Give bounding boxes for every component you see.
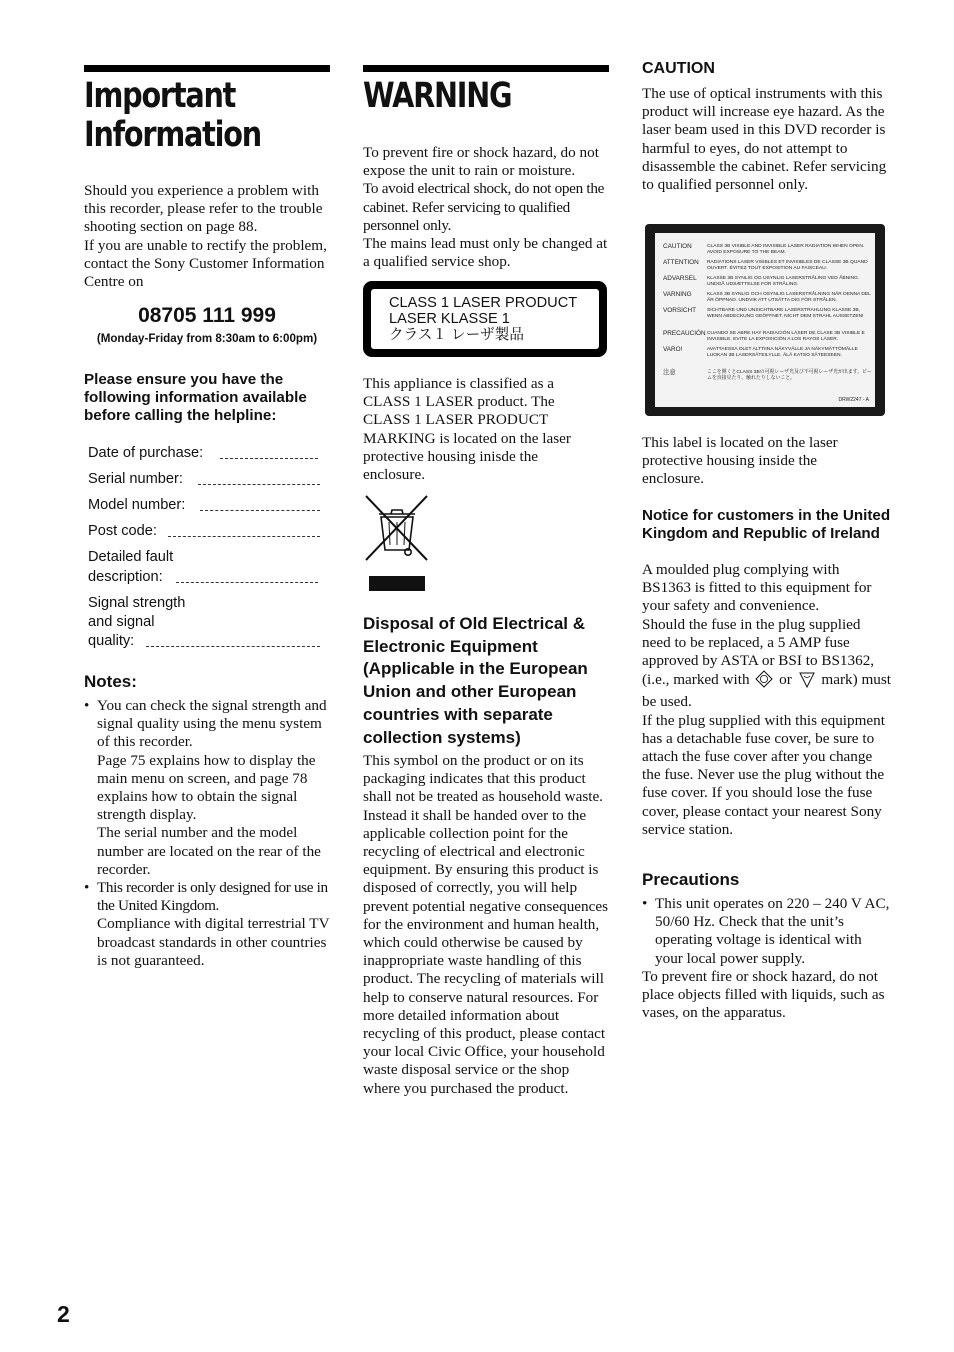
signal-quality-field[interactable] bbox=[146, 646, 320, 647]
serial-number-field[interactable] bbox=[198, 484, 320, 485]
bsi-kitemark-icon bbox=[798, 670, 816, 693]
helpline-hours: (Monday-Friday from 8:30am to 6:00pm) bbox=[96, 332, 318, 345]
label-varo-text: AVATTAESSA OLET ALTTIINA NÄKYVÄLLE JA NÄKYMÄTTÖMÄLLE LUOKAN 3B LASERSÄTEILYLLE. ÄLÄ KATSO SÄTEESEEN. bbox=[707, 347, 858, 358]
label-caution-key: CAUTION bbox=[663, 243, 692, 250]
label-code: DRW2247 - A bbox=[838, 397, 869, 403]
label-advarsel-key: ADVARSEL bbox=[663, 275, 697, 282]
note-item bbox=[84, 879, 330, 970]
note-2-text-a: • This recorder is only designed for use in the United Kingdom. bbox=[97, 879, 328, 915]
page-number: 2 bbox=[57, 1301, 70, 1327]
notice-paragraph-3: If the plug supplied with this equipment has a detachable fuse cover, be sure to attach the fuse cover after you change the fuse. Never use the plug without the fuse cover. If you should lose the fuse cover, please contact your nearest Sony service station. bbox=[642, 711, 885, 838]
notice-paragraph-2-post: mark) must be used. bbox=[642, 671, 891, 711]
label-location-text: This label is located on the laser protective housing inside the enclosure. bbox=[642, 434, 838, 488]
label-vorsicht-key: VORSICHT bbox=[663, 307, 697, 314]
label-caution-text: CLASS 3B VISIBLE AND INVISIBLE LASER RADIATION WHEN OPEN. AVOID EXPOSURE TO THE BEAM. bbox=[707, 244, 865, 255]
notice-paragraph-2-pre: Should the fuse in the plug supplied need to be replaced, a 5 AMP fuse approved by ASTA or BSI to BS1362, (i.e., marked with bbox=[642, 615, 875, 689]
fault-description-field[interactable] bbox=[176, 582, 318, 583]
date-of-purchase-field[interactable] bbox=[220, 458, 318, 459]
precautions-paragraph: To prevent fire or shock hazard, do not place objects filled with liquids, such as vases, on the apparatus. bbox=[642, 967, 885, 1022]
column-1-top-rule bbox=[84, 65, 330, 72]
disposal-body: This symbol on the product or on its packaging indicates that this product shall not be treated as household waste. Instead it shall be handed over to the applicable collection point for the recycling of electrical and electronic equipment. By ensuring this product is disposed of correctly, you will help prevent potential negative consequences for the environment and human health, which could otherwise be caused by inappropriate waste handling of this product. The recycling of materials will help to conserve natural resources. For more detailed information about recycling of this product, please contact your local Civic Office, your household waste disposal service or the shop where you purchased the product. bbox=[363, 752, 609, 1097]
fault-label-line-2: description: bbox=[88, 569, 163, 585]
date-of-purchase-label: Date of purchase: bbox=[88, 445, 204, 461]
column-2-top-rule bbox=[363, 65, 609, 72]
classified-text: This appliance is classified as a CLASS 1 LASER product. The CLASS 1 LASER PRODUCT MARKING is located on the laser protective housing inisde the enclosure. bbox=[363, 375, 571, 484]
fault-label-line-1: Detailed fault bbox=[88, 549, 174, 565]
signal-label-line-3: quality: bbox=[88, 633, 135, 649]
notice-paragraph-1: A moulded plug complying with BS1363 is fitted to this equipment for your safety and convenience. bbox=[642, 561, 872, 615]
label-varning-key: VARNING bbox=[663, 291, 692, 298]
serial-number-label: Serial number: bbox=[88, 471, 183, 487]
model-number-label: Model number: bbox=[88, 497, 186, 513]
signal-label-line-1: Signal strength bbox=[88, 595, 186, 611]
note-1-text-a: • You can check the signal strength and signal quality using the menu system of this recorder. bbox=[97, 697, 327, 751]
note-1-text-b: Page 75 explains how to display the main menu on screen, and page 78 explains how to obtain the signal strength display. bbox=[97, 751, 316, 824]
laser-label-line-1: CLASS 1 LASER PRODUCT bbox=[389, 295, 578, 311]
warning-title: WARNING bbox=[363, 76, 512, 116]
intro-text bbox=[84, 182, 332, 291]
precautions-bullet-text: This unit operates on 220 – 240 V AC, 50/60 Hz. Check that the unit’s operating voltage is identical with your local power supply. bbox=[655, 895, 890, 967]
warning-paragraph-2: To avoid electrical shock, do not open the cabinet. Refer servicing to qualified personnel only. bbox=[363, 180, 605, 234]
notes-list bbox=[84, 697, 330, 970]
crossed-out-wheelie-bin-icon bbox=[363, 492, 431, 592]
laser-warning-label-inner bbox=[655, 233, 875, 407]
notice-paragraph-2-or: or bbox=[779, 671, 792, 689]
note-item bbox=[84, 697, 330, 879]
notice-heading: Notice for customers in the United Kingdom and Republic of Ireland bbox=[642, 507, 891, 542]
class-1-laser-label bbox=[363, 281, 607, 357]
warning-text bbox=[363, 144, 611, 271]
signal-label-line-2: and signal bbox=[88, 614, 155, 630]
post-code-field[interactable] bbox=[168, 536, 320, 537]
helpline-phone: 08705 111 999 bbox=[138, 304, 276, 327]
label-attention-text: RADIATIONS LASER VISIBLES ET INVISIBLES DE CLASSE 3B QUAND OUVERT. ÉVITEZ TOUT EXPOSITION AU FAISCEAU. bbox=[707, 260, 868, 271]
page-title-line-2: Information bbox=[84, 115, 261, 155]
precautions-bullet bbox=[642, 895, 892, 968]
label-varning-text: KLASS 3B SYNLIG OCH OSYNLIG LASERSTRÅLNING NÄR DENNA DEL ÄR ÖPPNAD. UNDVIK ATT UTSÄTTA DIG FÖR STRÅLEN. bbox=[707, 292, 871, 303]
label-vorsicht-text: SICHTBARE UND UNSICHTBARE LASERSTRAHLUNG KLASSE 3B, WENN ABDECKUNG GEÖFFNET. NICHT DEM STRAHL AUSSETZEN! bbox=[707, 308, 864, 319]
post-code-label: Post code: bbox=[88, 523, 157, 539]
label-precaucion-key: PRECAUCIÓN bbox=[663, 330, 706, 337]
label-attention-key: ATTENTION bbox=[663, 259, 699, 266]
notice-paragraph-2 bbox=[642, 616, 892, 712]
caution-body: The use of optical instruments with this product will increase eye hazard. As the laser beam used in this DVD recorder is harmful to eyes, do not attempt to disassemble the cabinet. Refer servicing to qualified personnel only. bbox=[642, 85, 887, 194]
ensure-heading: Please ensure you have the following information available before calling the helpline: bbox=[84, 371, 307, 424]
laser-label-line-2: LASER KLASSE 1 bbox=[389, 311, 510, 327]
page-title-line-1: Important bbox=[84, 76, 236, 116]
notice-body bbox=[642, 561, 892, 839]
laser-label-line-3: クラス１ レーザ製品 bbox=[389, 327, 524, 343]
caution-heading: CAUTION bbox=[642, 60, 715, 77]
precautions-heading: Precautions bbox=[642, 870, 740, 889]
label-chui-text: ここを開くとCLASS 3Bの可視レーザ光及び不可視レーザ光が出ます。ビームを直接見たり、触れたりしないこと。 bbox=[707, 370, 872, 381]
asta-mark-icon bbox=[755, 670, 773, 693]
warning-paragraph-1: To prevent fire or shock hazard, do not expose the unit to rain or moisture. bbox=[363, 144, 599, 180]
intro-paragraph-1: Should you experience a problem with this recorder, please refer to the trouble shooting section on page 88. bbox=[84, 182, 323, 236]
precautions-body bbox=[642, 895, 892, 1022]
disposal-heading: Disposal of Old Electrical & Electronic Equipment (Applicable in the European Union and other European countries with separate collection systems) bbox=[363, 614, 588, 747]
intro-paragraph-2: If you are unable to rectify the problem, contact the Sony Customer Information Centre on bbox=[84, 236, 327, 291]
note-2-text-b: Compliance with digital terrestrial TV broadcast standards in other countries is not guaranteed. bbox=[97, 915, 330, 969]
label-advarsel-text: KLASSE 3B SYNLIG OG USYNLIG LASERSTRÅLING VED ÅBNING. UNDGÅ UDSÆTTELSE FOR STRÅLING. bbox=[707, 276, 860, 287]
label-chui-key: 注意 bbox=[663, 369, 676, 376]
notes-heading: Notes: bbox=[84, 672, 137, 691]
warning-paragraph-3: The mains lead must only be changed at a qualified service shop. bbox=[363, 235, 608, 271]
label-precaucion-text: CUANDO SE ABRE HAY RADIACIÓN LÁSER DE CLASE 3B VISIBLE E INVISIBLE. EVITE LA EXPOSICIÓN A LOS RAYOS LÁSER. bbox=[707, 331, 865, 342]
note-1-text-c: The serial number and the model number are located on the rear of the recorder. bbox=[97, 824, 321, 878]
laser-warning-label-image bbox=[645, 224, 885, 416]
label-varo-key: VARO! bbox=[663, 346, 683, 353]
class-1-laser-label-inner bbox=[371, 289, 599, 349]
model-number-field[interactable] bbox=[200, 510, 320, 511]
